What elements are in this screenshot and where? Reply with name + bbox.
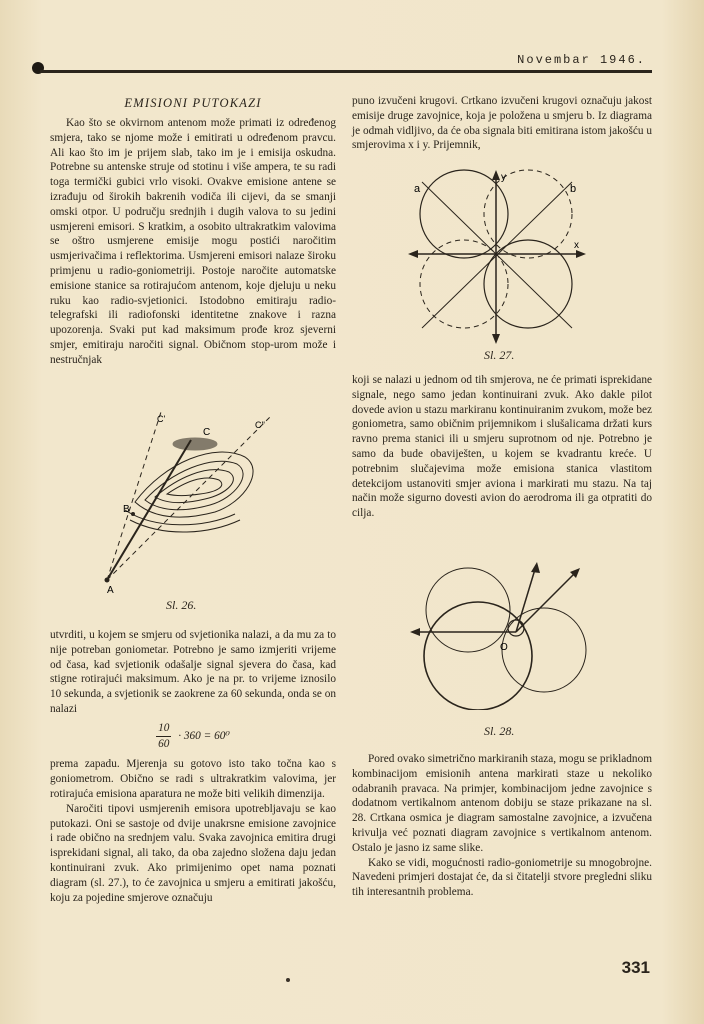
figure-26-caption: Sl. 26.: [166, 598, 197, 612]
label-y: y: [501, 172, 506, 183]
arrow-left: [408, 250, 418, 258]
center-loop: [508, 620, 524, 636]
figure-28: [404, 560, 594, 710]
label-b: b: [570, 183, 577, 195]
arrow-down: [492, 334, 500, 344]
arrow-up: [531, 562, 540, 573]
figure-28-caption: Sl. 28.: [484, 724, 515, 738]
paragraph: prema zapadu. Mjerenja su gotovo isto tako točna kao s goniometrom. Obično se radi s ultrakratkim valovima, jer rotirajuća emisiona aparatura ne može biti velikih dimenzija.: [50, 758, 336, 800]
article-title: EMISIONI PUTOKAZI: [124, 96, 262, 110]
point-a: [105, 578, 110, 583]
right-column-middle: [352, 373, 652, 521]
paragraph: Naročiti tipovi usmjerenih emisora upotrebljavaju se kao putokazi. Oni se sastoje od dvije unakrsne emisione zavojnice i rade obično na srednjem valu. Svaka zavojnica emitira drugi isprekidani signal, ali tako, da oba zajedno složena daju jedan kontinuirani zvuk. Ako primijenimo opet nama poznati diagram (sl. 27.), to će zavojnica u smjeru a emitirati jakošću, koju za pojedine smjerove označuju: [50, 802, 336, 904]
fraction-numerator: 10: [156, 721, 171, 737]
right-column-bottom: [352, 752, 652, 900]
pattern-circle: [426, 568, 510, 652]
label-c2: C'': [255, 420, 265, 430]
paragraph: Kao što se okvirnom antenom može primati iz određenog smjera, tako se njome može i emitirati u određenom pravcu. Ali kao što im je prijem slab, tako im je i emisija oskudna. Potrebne su antenske struje od stotinu i više ampera, te su radi toga termički gubici vrlo visoki. Ovakve emisione antene se izrađuju od širokih bakrenih vodiča ili cijevi, da se smanji omski otpor. U području srednjih i dugih valova to su jedini usmjereni emisori. S kratkim, a osobito ultrakratkim valovima se oštro usmjerene emisije mogu postići naročitim usmjerivačima i reflektorima. Usmjereni emisori nalaze široku primjenu u radio-goniometriji. Postoje naročite automatske emisione stanice sa rotirajućom antenom, koje djeluju u neku ruku kao radio-svjetionici. Istodobno emitiraju radio-telegrafski ili radiofonski identitetne znakove i razna upozorenja. Svaki put kad maksimum prođe kroz sjeverni smjer, emitiraju naročiti signal. Običnom stop-urom može i nestručnjak: [50, 117, 336, 366]
label-a: A: [107, 585, 114, 594]
arrow-up: [492, 170, 500, 180]
mountain-peak: [173, 438, 217, 450]
fraction-denominator: 60: [158, 737, 170, 750]
label-b: B: [123, 504, 130, 515]
point-b: [131, 512, 135, 516]
formula-rest: · 360 = 60⁰: [178, 729, 230, 742]
label-c1: C': [157, 414, 166, 424]
paragraph: koji se nalazi u jednom od tih smjerova, ne će primati isprekidane signale, nego samo jedan kontinuirani zvuk. Ako dakle pilot dovede avion u stazu markiranu kontinuiranim zvukom, može bez goniometra, samo običnim prijemnikom i slušalicama držati kurs ravno prema stanici ili u smjeru suprotnom od nje. Potrebno je samo da bude obaviješten, u kojem se kvadrantu kreće. U potrebnim slučajevima može emisiona stanica vlastitom detekcijom ustanoviti smjer aviona i markirati mu stazu. Na taj način može sigurno dovesti avion do aerodroma ili ga otpratiti do cilja.: [352, 374, 652, 520]
page-mark: [286, 978, 290, 982]
header-rule: [40, 70, 652, 73]
label-c: C: [203, 427, 211, 438]
terrain-contour: [167, 478, 222, 496]
paragraph: Pored ovako simetrično markiranih staza, mogu se prikladnom kombinacijom emisionih antena markirati staze u nekoliko odabranih pravaca. Na primjer, kombinacijom jedne zavojnice s dodatnom vertikalnom antenom dobiju se staze prikazane na sl. 28. Crtkana osmica je diagram samostalne zavojnice, a izvučena krivulja već poznati diagram zavojnice s vertikalnom antenom. Ostalo je jasno iz same slike.: [352, 753, 652, 854]
right-column-top: [352, 94, 652, 153]
figure-26: [95, 402, 295, 594]
figure-27-caption: Sl. 27.: [484, 348, 515, 362]
left-column-bottom: [50, 628, 336, 905]
label-o: O: [500, 642, 508, 653]
label-a: a: [414, 183, 421, 195]
fraction: [156, 721, 171, 752]
figure-27: [404, 168, 590, 346]
arrow-left: [410, 628, 420, 636]
terrain-contour: [130, 520, 240, 532]
issue-date: Novembar 1946.: [517, 53, 646, 67]
label-x: x: [574, 240, 579, 251]
page-number: 331: [621, 958, 650, 977]
pattern-lobe-solid: [420, 170, 508, 258]
arrow-right: [576, 250, 586, 258]
pattern-cardioid: [424, 602, 532, 710]
sight-line-to-c1: [107, 412, 161, 580]
terrain-contour: [135, 452, 253, 517]
pattern-lobe-dashed: [484, 170, 572, 258]
paragraph: puno izvučeni krugovi. Crtkano izvučeni krugovi označuju jakost emisije druge zavojnice, koja je položena u smjeru b. Iz diagrama je odmah vidljivo, da će oba signala biti emitirana istom jakošću u smjerovima x i y. Prijemnik,: [352, 95, 652, 152]
paragraph: Kako se vidi, mogućnosti radio-goniometrije su mnogobrojne. Navedeni primjeri dostajat će, da si čitatelji stvore pregledni sliku tih interesantnih problema.: [352, 856, 652, 899]
left-column-top: [50, 116, 336, 368]
paragraph: utvrditi, u kojem se smjeru od svjetionika nalazi, a da mu za to nije potreban goniometar. Potrebno je samo izmjeriti vrijeme od časa, kad svjetionik odašalje signal sjevera do časa, kad stigne rotirajući maksimum. Ako je na pr. to vrijeme iznosilo 10 sekunda, a svjetionik se zaokrene za 60 sekunda, onda se on nalazi: [50, 629, 336, 715]
terrain-contour: [145, 461, 243, 510]
formula: [50, 721, 336, 752]
